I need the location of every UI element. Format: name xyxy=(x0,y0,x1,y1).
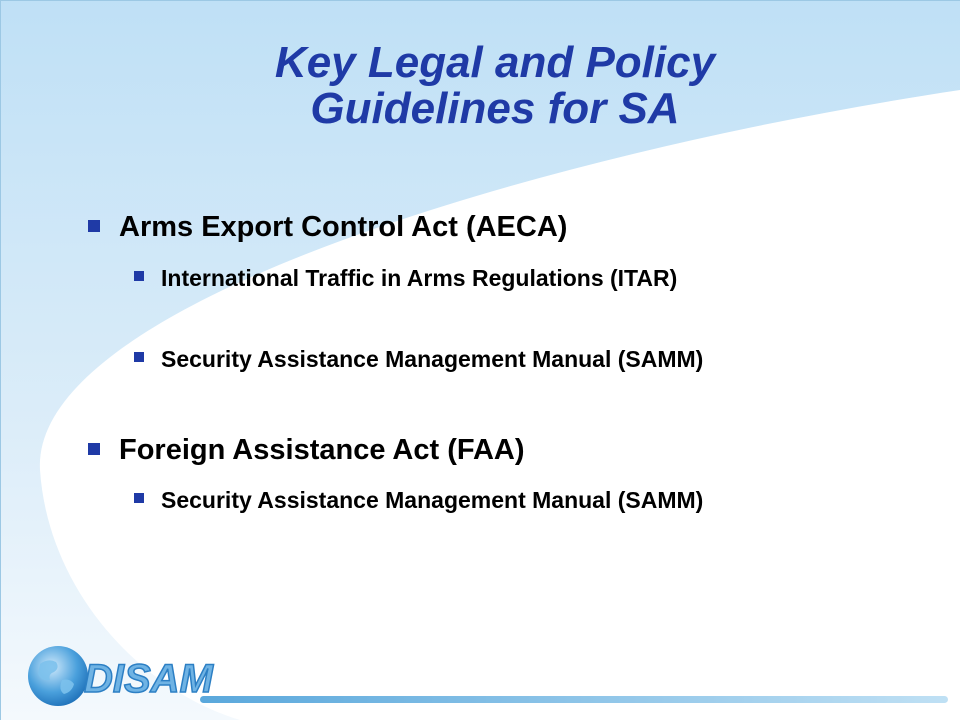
square-bullet-icon xyxy=(88,220,100,232)
title-line-1: Key Legal and Policy xyxy=(274,38,716,87)
bullet-label: Foreign Assistance Act (FAA) xyxy=(119,434,525,466)
square-bullet-icon xyxy=(134,352,144,362)
bullet-label: Arms Export Control Act (AECA) xyxy=(119,211,568,243)
square-bullet-icon xyxy=(134,493,144,503)
left-border xyxy=(0,0,1,720)
slide-title xyxy=(150,40,840,132)
svg-text:DISAM: DISAM xyxy=(84,657,213,701)
footer-bar xyxy=(200,696,948,703)
sub-bullet-label: International Traffic in Arms Regulations (ITAR) xyxy=(161,265,678,291)
square-bullet-icon xyxy=(134,271,144,281)
disam-logo xyxy=(22,640,252,710)
globe-icon xyxy=(28,646,88,706)
sub-bullet-label: Security Assistance Management Manual (SAMM) xyxy=(161,346,704,372)
top-border xyxy=(0,0,960,1)
title-line-2: Guidelines for SA xyxy=(310,84,680,133)
sub-bullet-label: Security Assistance Management Manual (SAMM) xyxy=(161,487,704,513)
square-bullet-icon xyxy=(88,443,100,455)
